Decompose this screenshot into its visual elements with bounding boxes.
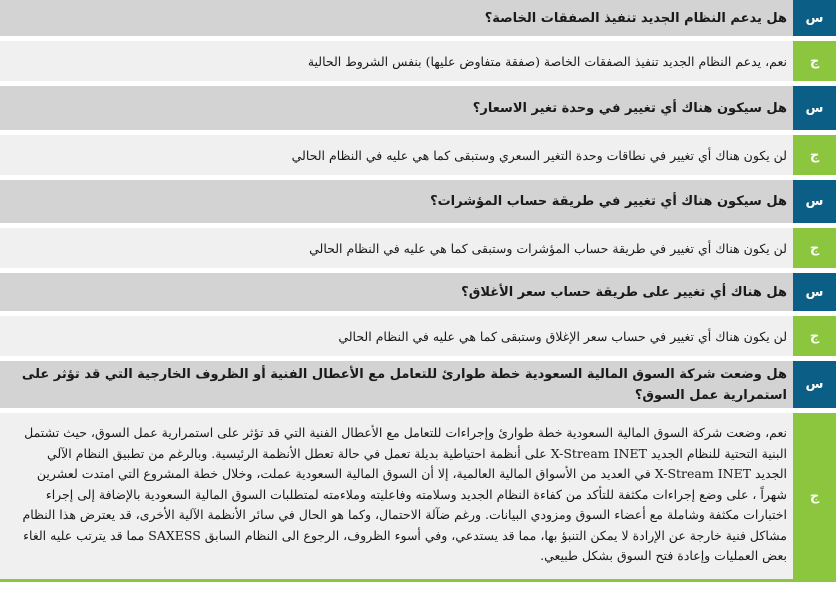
- answer-text: نعم، يدعم النظام الجديد تنفيذ الصفقات الخاصة (صفقة متفاوض عليها) بنفس الشروط الحالية: [0, 41, 793, 81]
- answer-text: لن يكون هناك أي تغيير في طريقة حساب المؤشرات وستبقى كما هي عليه في النظام الحالي: [0, 228, 793, 268]
- faq-question-row: [0, 86, 836, 130]
- faq-question-row: [0, 0, 836, 36]
- answer-text: لن يكون هناك أي تغيير في نطاقات وحدة التغير السعري وستبقى كما هي عليه في النظام الحالي: [0, 135, 793, 175]
- faq-question-row: [0, 361, 836, 408]
- question-badge: س: [793, 86, 836, 130]
- faq-answer-row: [0, 316, 836, 356]
- question-text: هل يدعم النظام الجديد تنفيذ الصفقات الخاصة؟: [0, 0, 793, 36]
- faq-answer-row: [0, 41, 836, 81]
- faq-answer-row: [0, 413, 836, 579]
- question-badge: س: [793, 273, 836, 311]
- faq-question-row: [0, 180, 836, 223]
- faq-question-row: [0, 273, 836, 311]
- answer-badge: ج: [793, 135, 836, 175]
- answer-badge: ج: [793, 413, 836, 579]
- question-badge: س: [793, 0, 836, 36]
- answer-text: نعم، وضعت شركة السوق المالية السعودية خطة طوارئ وإجراءات للتعامل مع الأعطال الفنية التي قد تؤثر على استمرارية عمل السوق، حيث تشتمل البنية التحتية للنظام الجديد X-Stream INET على أنظمة احتياطية بديلة تعمل في حالة تعطل الأنظمة الرئيسية. وبالرغم من تطبيق النظام الآلي الجديد X-Stream INET في العديد من الأسواق المالية العالمية، إلا أن السوق المالية السعودية عملت، وخلال خطة المشروع التي امتدت لعشرين شهراً ، على وضع إجراءات مكثفة للتأكد من كفاءة النظام الجديد وسلامته وفاعليته وملاءمته لمتطلبات السوق المالية السعودية بالإضافة إلى إجراء اختبارات مكثفة وشاملة مع أعضاء السوق ومزودي البيانات. ورغم ضآلة الاحتمال، وكما هو الحال في سائر الأنظمة الآلية الأخرى، قد يعترض هذا النظام مشاكل فنية خارجة عن الإرادة لا يمكن التنبؤ بها، مما قد يستدعي، وفي أسوء الظروف، الرجوع الى النظام السابق SAXESS مما قد يترتب عليه الغاء بعض العمليات وإعادة فتح السوق بشكل طبيعي.: [0, 413, 793, 579]
- question-text: هل وضعت شركة السوق المالية السعودية خطة طوارئ للتعامل مع الأعطال الفنية أو الظروف الخارجية التي قد تؤثر على استمرارية عمل السوق؟: [0, 361, 793, 408]
- answer-badge: ج: [793, 228, 836, 268]
- question-badge: س: [793, 180, 836, 223]
- answer-text: لن يكون هناك أي تغيير في حساب سعر الإغلاق وستبقى كما هي عليه في النظام الحالي: [0, 316, 793, 356]
- bottom-divider: [0, 579, 836, 582]
- faq-answer-row: [0, 135, 836, 175]
- question-text: هل سيكون هناك أي تغيير في طريقة حساب المؤشرات؟: [0, 180, 793, 223]
- answer-badge: ج: [793, 41, 836, 81]
- question-text: هل سيكون هناك أي تغيير في وحدة تغير الاسعار؟: [0, 86, 793, 130]
- answer-badge: ج: [793, 316, 836, 356]
- question-badge: س: [793, 361, 836, 408]
- faq-answer-row: [0, 228, 836, 268]
- question-text: هل هناك أي تغيير على طريقة حساب سعر الأغلاق؟: [0, 273, 793, 311]
